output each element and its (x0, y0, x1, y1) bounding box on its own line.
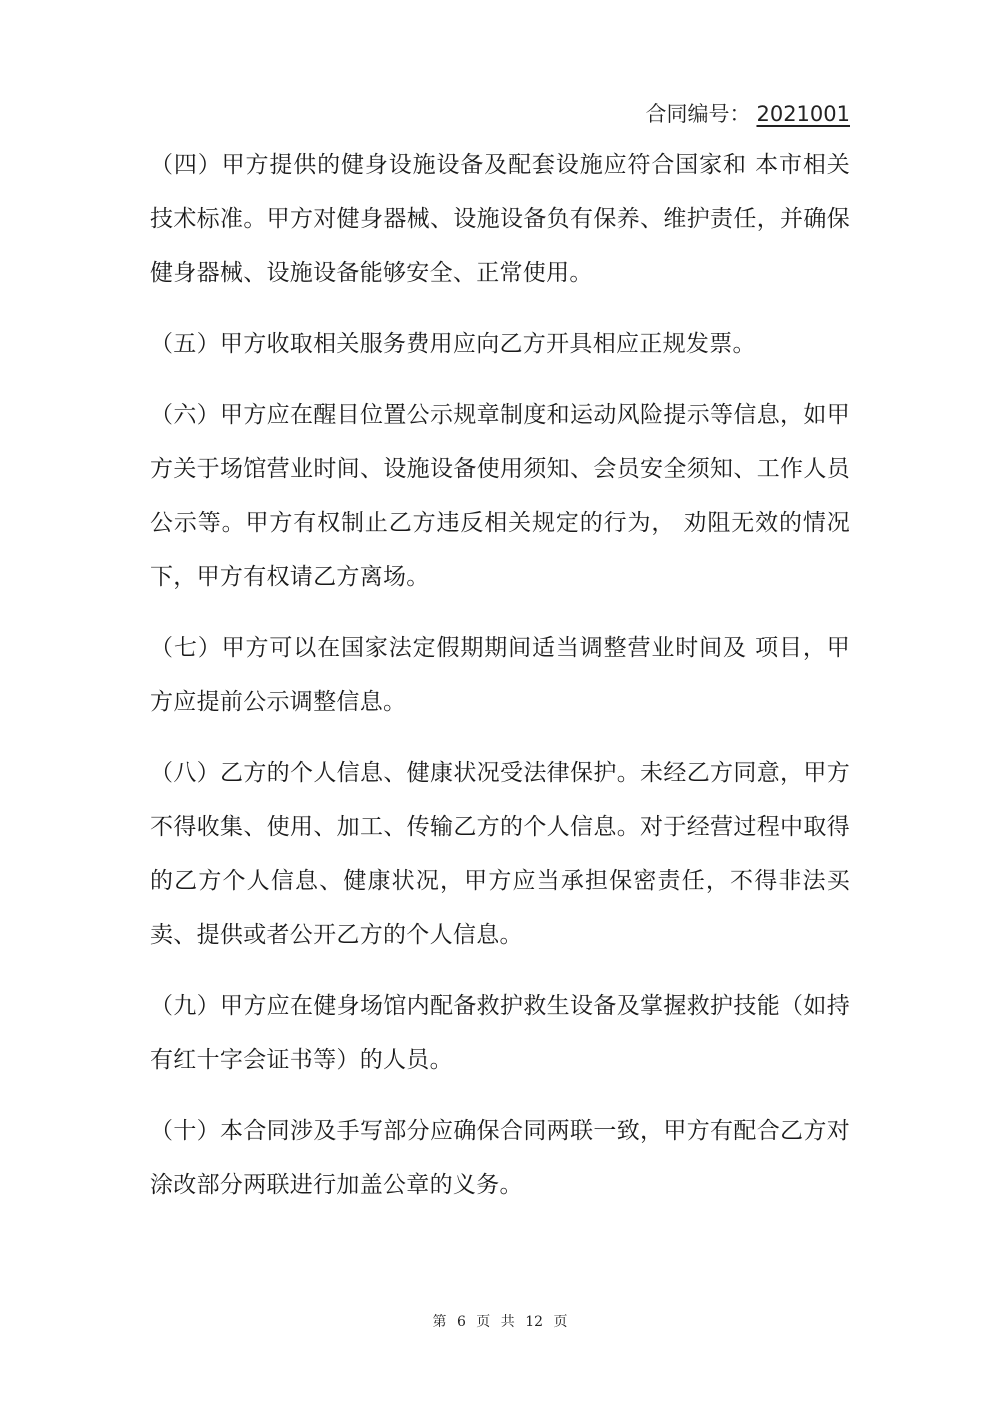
clause-7: （七）甲方可以在国家法定假期期间适当调整营业时间及 项目，甲方应提前公示调整信息。 (150, 635, 850, 715)
contract-number-value: 2021001 (756, 102, 850, 126)
clause-4: （四）甲方提供的健身设施设备及配套设施应符合国家和 本市相关技术标准。甲方对健身器械、设施设备负有保养、维护责任，并确保健身器械、设施设备能够安全、正常使用。 (150, 152, 850, 286)
clause-6: （六）甲方应在醒目位置公示规章制度和运动风险提示等信息，如甲方关于场馆营业时间、设施设备使用须知、会员安全须知、工作人员公示等。甲方有权制止乙方违反相关规定的行为， 劝阻无效的情况下，甲方有权请乙方离场。 (150, 402, 850, 590)
contract-number-header (645, 98, 850, 128)
clause-9: （九）甲方应在健身场馆内配备救护救生设备及掌握救护技能（如持有红十字会证书等）的人员。 (150, 993, 850, 1073)
clause-5: （五）甲方收取相关服务费用应向乙方开具相应正规发票。 (150, 331, 756, 357)
contract-number-label: 合同编号： (645, 102, 751, 126)
clause-10: （十）本合同涉及手写部分应确保合同两联一致，甲方有配合乙方对涂改部分两联进行加盖公章的义务。 (150, 1118, 850, 1198)
clause-8: （八）乙方的个人信息、健康状况受法律保护。未经乙方同意，甲方不得收集、使用、加工、传输乙方的个人信息。对于经营过程中取得的乙方个人信息、健康状况，甲方应当承担保密责任，不得非法买卖、提供或者公开乙方的个人信息。 (150, 760, 850, 948)
page-footer: 第 6 页 共 12 页 (432, 1314, 568, 1330)
contract-body (150, 138, 850, 1229)
